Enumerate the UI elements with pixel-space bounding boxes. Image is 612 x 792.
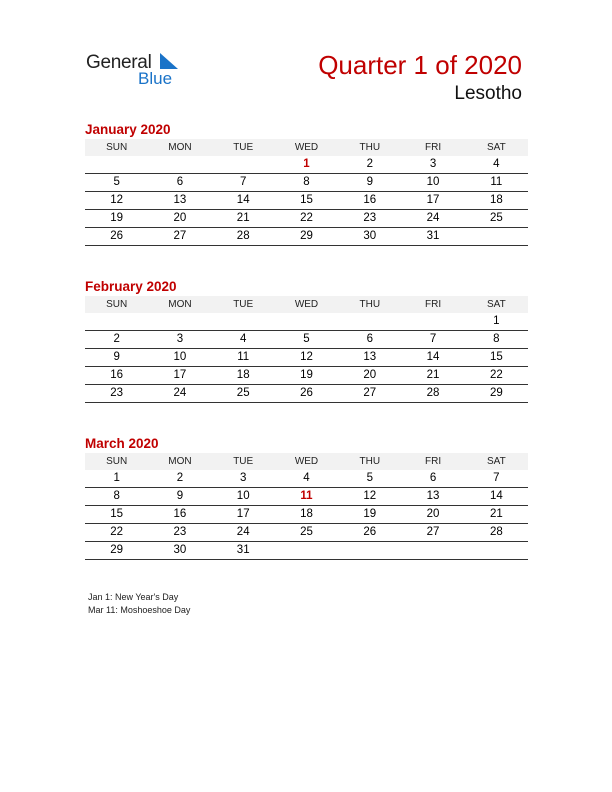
day-cell: 22 [85,524,148,542]
day-cell: 21 [401,367,464,385]
month-block-february [85,278,528,403]
day-cell: 26 [275,385,338,403]
weekday-header: TUE [212,296,275,313]
page-title: Quarter 1 of 2020 [318,50,522,80]
day-cell: 17 [148,367,211,385]
month-title: February 2020 [85,279,177,294]
weekday-header: THU [338,139,401,156]
day-cell: 23 [85,385,148,403]
day-cell: 1 [465,313,528,331]
day-cell: 20 [338,367,401,385]
month-title: March 2020 [85,436,159,451]
day-cell: 9 [338,174,401,192]
weekday-header: MON [148,139,211,156]
day-cell: 25 [465,210,528,228]
day-cell: 22 [275,210,338,228]
week-row [85,349,528,367]
day-cell: 3 [148,331,211,349]
weekday-header-row [85,453,528,470]
day-cell: 16 [148,506,211,524]
day-cell: 12 [275,349,338,367]
weekday-header: FRI [401,139,464,156]
week-row [85,470,528,488]
week-row [85,506,528,524]
day-cell: 29 [85,542,148,560]
day-cell: 10 [401,174,464,192]
empty-day-cell [85,313,148,331]
weekday-header: TUE [212,453,275,470]
holiday-note: Mar 11: Moshoeshoe Day [88,605,191,615]
day-cell: 11 [212,349,275,367]
day-cell: 7 [465,470,528,488]
day-cell: 5 [275,331,338,349]
day-cell: 27 [401,524,464,542]
calendar-table [85,139,528,246]
day-cell: 4 [275,470,338,488]
day-cell: 28 [465,524,528,542]
empty-day-cell [212,313,275,331]
day-cell: 5 [338,470,401,488]
weekday-header: WED [275,453,338,470]
day-cell: 26 [85,228,148,246]
weekday-header: FRI [401,296,464,313]
day-cell: 30 [148,542,211,560]
weekday-header: THU [338,453,401,470]
day-cell: 12 [85,192,148,210]
day-cell: 15 [465,349,528,367]
day-cell: 6 [338,331,401,349]
day-cell: 27 [148,228,211,246]
weekday-header-row [85,296,528,313]
day-cell: 29 [275,228,338,246]
day-cell: 28 [212,228,275,246]
weekday-header: THU [338,296,401,313]
week-row [85,174,528,192]
day-cell: 10 [212,488,275,506]
day-cell: 24 [212,524,275,542]
empty-day-cell [275,313,338,331]
day-cell: 21 [212,210,275,228]
empty-day-cell [212,156,275,174]
day-cell: 7 [401,331,464,349]
weekday-header: MON [148,453,211,470]
day-cell: 25 [275,524,338,542]
weekday-header-row [85,139,528,156]
holiday-day-cell: 1 [275,156,338,174]
weekday-header: WED [275,296,338,313]
logo-blue-text: Blue [138,69,173,88]
weekday-header: WED [275,139,338,156]
day-cell: 19 [338,506,401,524]
day-cell: 4 [212,331,275,349]
day-cell: 3 [212,470,275,488]
day-cell: 6 [148,174,211,192]
week-row [85,156,528,174]
day-cell: 28 [401,385,464,403]
day-cell: 26 [338,524,401,542]
day-cell: 31 [212,542,275,560]
day-cell: 3 [401,156,464,174]
day-cell: 6 [401,470,464,488]
day-cell: 2 [338,156,401,174]
day-cell: 10 [148,349,211,367]
day-cell: 8 [275,174,338,192]
weekday-header: SUN [85,296,148,313]
day-cell: 14 [465,488,528,506]
country-name: Lesotho [454,83,522,104]
weekday-header: SAT [465,296,528,313]
day-cell: 31 [401,228,464,246]
weekday-header: FRI [401,453,464,470]
day-cell: 8 [85,488,148,506]
day-cell: 20 [401,506,464,524]
empty-day-cell [275,542,338,560]
day-cell: 16 [85,367,148,385]
day-cell: 9 [85,349,148,367]
calendar-table [85,453,528,560]
holiday-notes [88,591,190,617]
day-cell: 15 [85,506,148,524]
day-cell: 13 [148,192,211,210]
month-block-january [85,121,528,246]
day-cell: 13 [338,349,401,367]
empty-day-cell [338,542,401,560]
day-cell: 23 [338,210,401,228]
day-cell: 16 [338,192,401,210]
day-cell: 14 [401,349,464,367]
weekday-header: SAT [465,453,528,470]
holiday-note: Jan 1: New Year's Day [88,592,179,602]
day-cell: 19 [85,210,148,228]
week-row [85,385,528,403]
day-cell: 29 [465,385,528,403]
day-cell: 9 [148,488,211,506]
calendar-table [85,296,528,403]
day-cell: 4 [465,156,528,174]
day-cell: 11 [465,174,528,192]
day-cell: 18 [465,192,528,210]
day-cell: 21 [465,506,528,524]
day-cell: 7 [212,174,275,192]
day-cell: 2 [148,470,211,488]
week-row [85,210,528,228]
week-row [85,367,528,385]
empty-day-cell [85,156,148,174]
day-cell: 2 [85,331,148,349]
day-cell: 8 [465,331,528,349]
day-cell: 24 [401,210,464,228]
logo-triangle-icon [160,53,178,69]
day-cell: 15 [275,192,338,210]
day-cell: 13 [401,488,464,506]
day-cell: 25 [212,385,275,403]
empty-day-cell [148,156,211,174]
empty-day-cell [401,542,464,560]
weekday-header: SUN [85,139,148,156]
week-row [85,313,528,331]
weekday-header: SAT [465,139,528,156]
day-cell: 1 [85,470,148,488]
day-cell: 22 [465,367,528,385]
month-title: January 2020 [85,122,171,137]
week-row [85,488,528,506]
week-row [85,192,528,210]
day-cell: 27 [338,385,401,403]
day-cell: 14 [212,192,275,210]
day-cell: 30 [338,228,401,246]
empty-day-cell [465,228,528,246]
logo-general-text: General [86,52,152,73]
holiday-day-cell: 11 [275,488,338,506]
day-cell: 5 [85,174,148,192]
empty-day-cell [148,313,211,331]
logo [86,50,196,90]
day-cell: 12 [338,488,401,506]
day-cell: 17 [401,192,464,210]
day-cell: 18 [212,367,275,385]
day-cell: 18 [275,506,338,524]
month-block-march [85,435,528,560]
empty-day-cell [401,313,464,331]
day-cell: 19 [275,367,338,385]
weekday-header: SUN [85,453,148,470]
week-row [85,524,528,542]
week-row [85,542,528,560]
day-cell: 20 [148,210,211,228]
empty-day-cell [465,542,528,560]
day-cell: 24 [148,385,211,403]
weekday-header: TUE [212,139,275,156]
day-cell: 23 [148,524,211,542]
empty-day-cell [338,313,401,331]
week-row [85,228,528,246]
day-cell: 17 [212,506,275,524]
week-row [85,331,528,349]
weekday-header: MON [148,296,211,313]
